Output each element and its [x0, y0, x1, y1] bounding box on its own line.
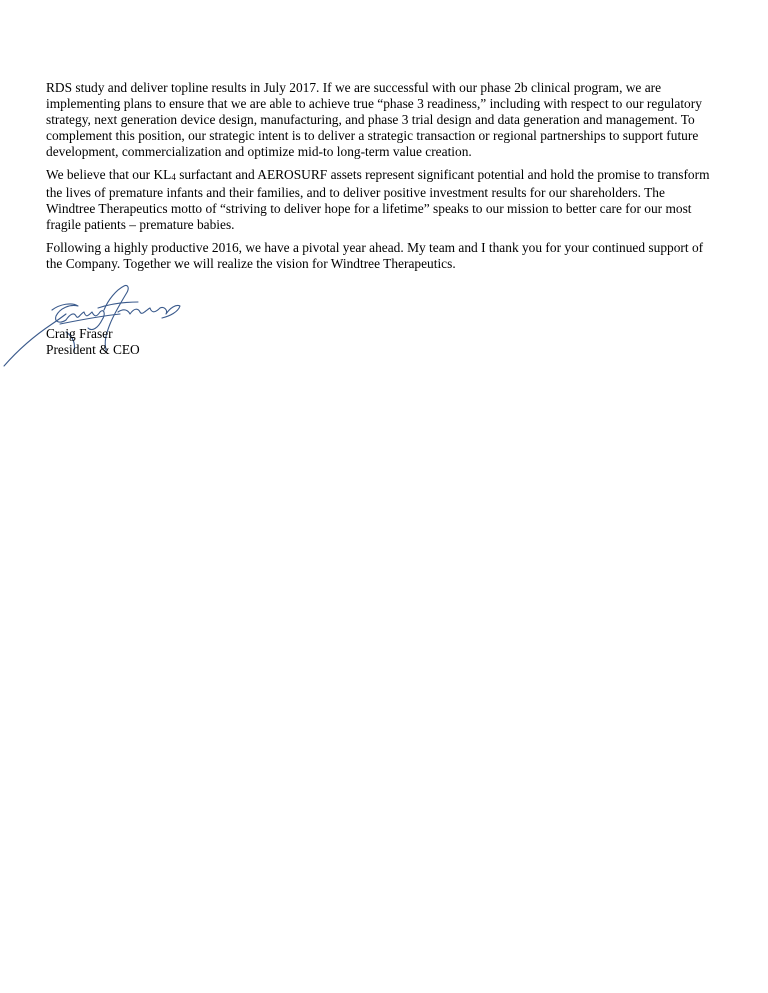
paragraph-2-line: [46, 167, 746, 184]
paragraph-2-line-1-start: We believe that our KL: [46, 167, 172, 183]
paragraph-3: [46, 240, 746, 272]
paragraph-1-line: RDS study and deliver topline results in July 2017. If we are successful with our phase 2b clinical program, we are: [46, 80, 662, 95]
paragraph-1-line: implementing plans to ensure that we are able to achieve true “phase 3 readiness,” including with respect to our regulatory: [46, 96, 702, 112]
paragraph-2-line: fragile patients – premature babies.: [46, 216, 235, 232]
kl4-subscript: 4: [171, 172, 176, 183]
paragraph-2-line: Windtree Therapeutics motto of “striving to deliver hope for a lifetime” speaks to our mission to better care for our most: [46, 200, 692, 216]
signoff-block: [46, 326, 140, 357]
paragraph-1-line: development, commercialization and optimize mid-to long-term value creation.: [46, 144, 472, 160]
signatory-title: President & CEO: [46, 341, 140, 357]
paragraph-1-line: strategy, next generation device design, manufacturing, and phase 3 trial design and data generation and management. To: [46, 112, 695, 128]
paragraph-2-line: the lives of premature infants and their families, and to deliver positive investment results for our shareholders. The: [46, 184, 665, 200]
paragraph-2: [46, 167, 746, 232]
paragraph-1: [46, 80, 746, 160]
paragraph-2-line-1-end: surfactant and AEROSURF assets represent significant potential and hold the promise to transform: [175, 167, 710, 183]
paragraph-3-line: Following a highly productive 2016, we have a pivotal year ahead. My team and I thank you for your continued support of: [46, 239, 704, 255]
paragraph-1-line: complement this position, our strategic intent is to deliver a strategic transaction or regional partnerships to support future: [46, 128, 699, 144]
signatory-name: Craig Fraser: [46, 326, 113, 341]
letter-body: [46, 80, 746, 279]
paragraph-3-line: the Company. Together we will realize the vision for Windtree Therapeutics.: [46, 255, 456, 271]
